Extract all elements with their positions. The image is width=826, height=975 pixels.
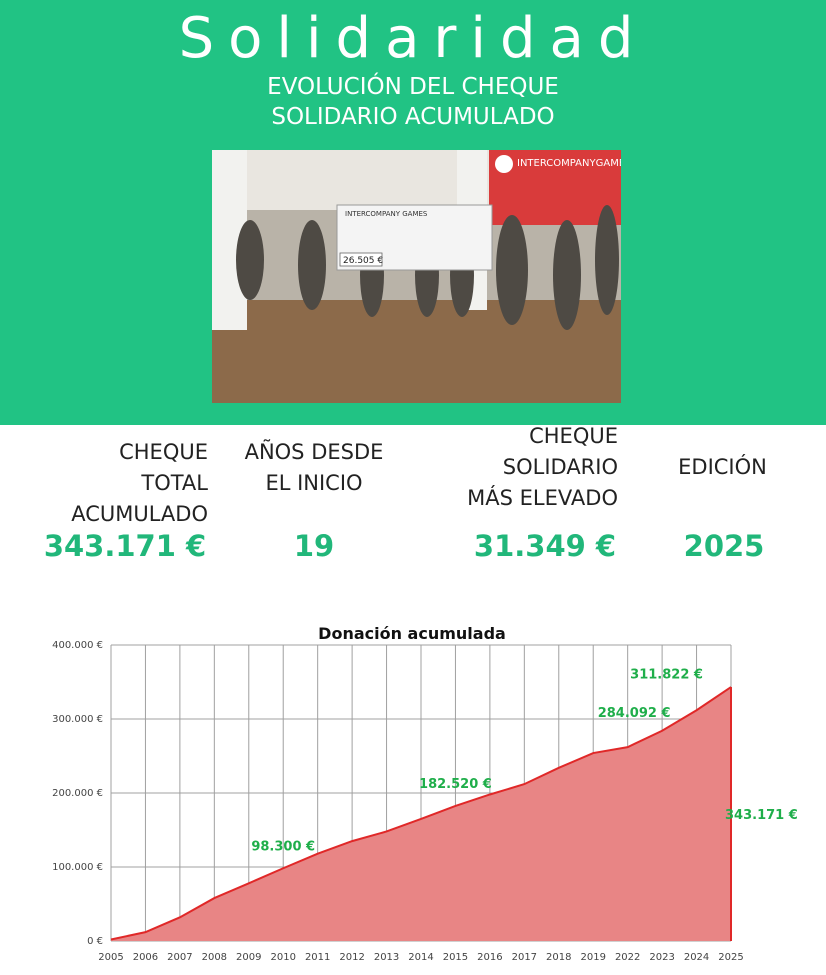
x-tick-label: 2019 bbox=[580, 952, 606, 963]
x-tick-label: 2025 bbox=[718, 952, 744, 963]
event-photo bbox=[212, 150, 621, 403]
x-tick-label: 2009 bbox=[236, 952, 262, 963]
stat-total-label-line-2: ACUMULADO bbox=[71, 502, 208, 526]
stat-highest-label-line-3: MÁS ELEVADO bbox=[467, 486, 618, 510]
x-tick-label: 2024 bbox=[683, 952, 710, 963]
cheque-brand: INTERCOMPANY GAMES bbox=[345, 210, 428, 218]
stat-highest-label-line-1: CHEQUE bbox=[529, 424, 618, 448]
stat-edition-label bbox=[665, 452, 780, 483]
x-tick-label: 2018 bbox=[546, 952, 572, 963]
stat-highest-label-line-2: SOLIDARIO bbox=[502, 455, 618, 479]
x-tick-label: 2015 bbox=[442, 952, 469, 963]
page-subtitle bbox=[0, 72, 826, 132]
cheque-amount: 26.505 € bbox=[343, 256, 384, 266]
x-tick-label: 2006 bbox=[132, 952, 159, 963]
x-tick-label: 2013 bbox=[373, 952, 400, 963]
subtitle-line-2: SOLIDARIO ACUMULADO bbox=[271, 104, 555, 130]
stat-total-value: 343.171 € bbox=[43, 529, 207, 563]
stat-years-label bbox=[238, 437, 390, 499]
event-photo-illustration bbox=[212, 150, 621, 403]
stat-years-label-line-1: AÑOS DESDE bbox=[244, 440, 384, 464]
stat-highest-label bbox=[458, 421, 618, 514]
x-axis-ticks bbox=[98, 952, 743, 963]
y-tick-label: 100.000 € bbox=[52, 862, 103, 873]
header-banner bbox=[0, 0, 826, 425]
x-tick-label: 2012 bbox=[339, 952, 365, 963]
y-axis-ticks bbox=[52, 640, 103, 947]
x-tick-label: 2008 bbox=[201, 952, 228, 963]
x-tick-label: 2016 bbox=[477, 952, 503, 963]
banner-text: INTERCOMPANYGAMES bbox=[517, 158, 621, 169]
stat-total-label-line-1: CHEQUE TOTAL bbox=[119, 440, 208, 495]
x-tick-label: 2023 bbox=[649, 952, 675, 963]
data-label: 311.822 € bbox=[630, 667, 703, 683]
y-tick-label: 400.000 € bbox=[52, 640, 103, 651]
subtitle-line-1: EVOLUCIÓN DEL CHEQUE bbox=[267, 74, 559, 100]
x-tick-label: 2017 bbox=[511, 952, 538, 963]
x-tick-label: 2005 bbox=[98, 952, 124, 963]
x-tick-label: 2014 bbox=[408, 952, 434, 963]
x-tick-label: 2011 bbox=[304, 952, 331, 963]
data-label: 98.300 € bbox=[251, 839, 316, 855]
x-tick-label: 2022 bbox=[614, 952, 641, 963]
cumulative-donation-chart bbox=[0, 615, 826, 975]
y-tick-label: 0 € bbox=[87, 936, 103, 947]
page-title: Solidaridad bbox=[178, 6, 648, 71]
stat-highest-value: 31.349 € bbox=[473, 529, 617, 563]
y-tick-label: 200.000 € bbox=[52, 788, 103, 799]
stat-edition-label-line-1: EDICIÓN bbox=[678, 455, 767, 479]
stat-years-value: 19 bbox=[293, 529, 335, 563]
y-tick-label: 300.000 € bbox=[52, 714, 103, 725]
x-tick-label: 2010 bbox=[270, 952, 296, 963]
data-label: 182.520 € bbox=[419, 776, 492, 792]
stat-total-label bbox=[50, 437, 208, 530]
chart-title: Donación acumulada bbox=[318, 624, 506, 643]
x-tick-label: 2007 bbox=[167, 952, 193, 963]
stat-years-label-line-2: EL INICIO bbox=[265, 471, 363, 495]
stat-edition-value: 2025 bbox=[683, 529, 765, 563]
data-label: 284.092 € bbox=[597, 705, 671, 721]
data-label: 343.171 € bbox=[725, 808, 798, 824]
